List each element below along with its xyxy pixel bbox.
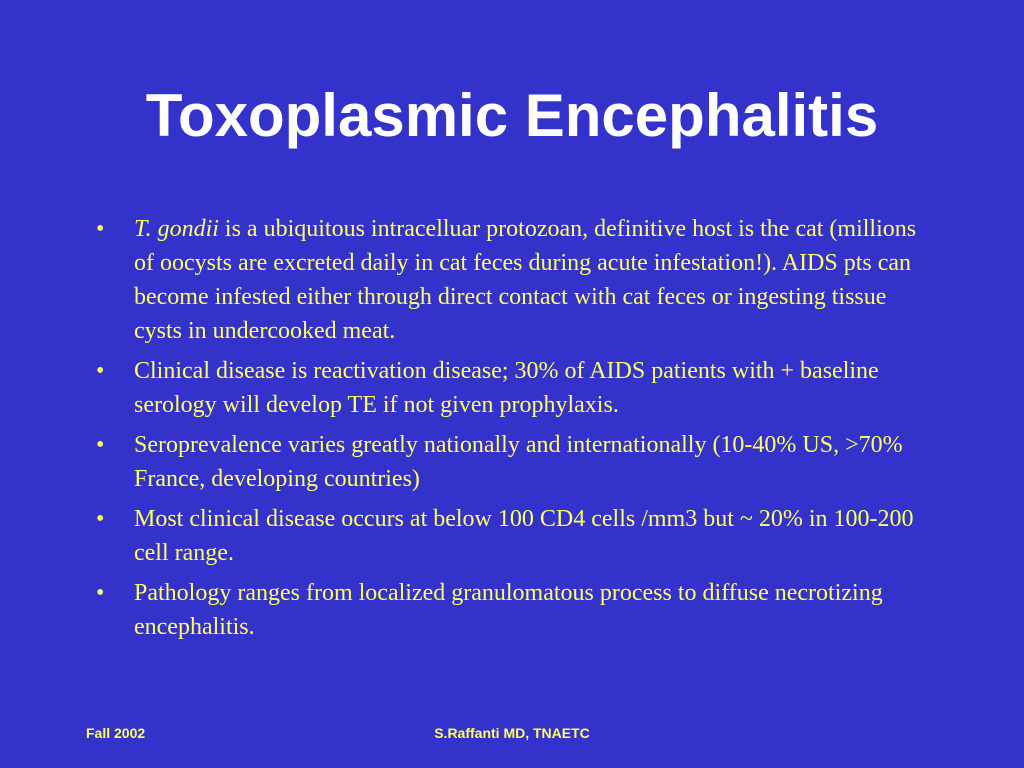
slide-title: Toxoplasmic Encephalitis [145, 82, 879, 149]
bullet-list [96, 212, 926, 650]
bullet-text: Clinical disease is reactivation disease; 30% of AIDS patients with + baseline serology will develop TE if not given prophylaxis. [134, 358, 879, 418]
bullet-item [96, 212, 926, 348]
bullet-marker: • [96, 432, 105, 458]
bullet-item [96, 576, 926, 644]
footer-author: S.Raffanti MD, TNAETC [434, 725, 590, 741]
bullet-text: Pathology ranges from localized granulomatous process to diffuse necrotizing encephalitis. [134, 580, 883, 640]
italic-species-name: T. gondii [134, 216, 219, 242]
bullet-marker: • [96, 506, 105, 532]
bullet-text: is a ubiquitous intracelluar protozoan, definitive host is the cat (millions of oocysts are excreted daily in cat feces during acute infestation!). AIDS pts can become infested either through direct contact with cat feces or ingesting tissue cysts in undercooked meat. [134, 216, 917, 344]
bullet-item [96, 354, 926, 422]
bullet-text: Seroprevalence varies greatly nationally and internationally (10-40% US, >70% France, developing countries) [134, 432, 903, 492]
footer-date: Fall 2002 [86, 725, 146, 741]
bullet-marker: • [96, 358, 105, 384]
bullet-item [96, 428, 926, 496]
bullet-marker: • [96, 216, 105, 242]
bullet-text: Most clinical disease occurs at below 100 CD4 cells /mm3 but ~ 20% in 100-200 cell range. [134, 506, 914, 566]
bullet-item [96, 502, 926, 570]
bullet-marker: • [96, 580, 105, 606]
